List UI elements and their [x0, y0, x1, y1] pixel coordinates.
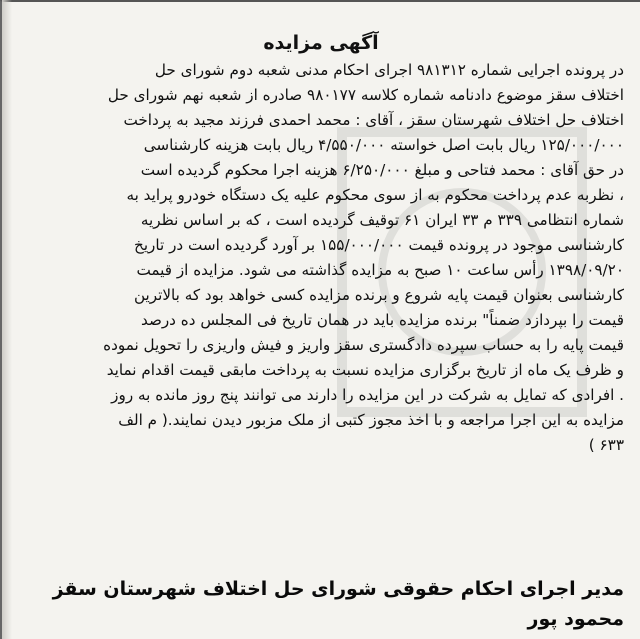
- notice-line: ۶۳۳ ): [588, 436, 624, 454]
- notice-line: . افرادی که تمایل به شرکت در این مزایده را دارند می توانند پنج روز مانده به روز: [111, 386, 624, 404]
- signature-name: محمود پور: [527, 608, 624, 630]
- notice-line: در پرونده اجرایی شماره ۹۸۱۳۱۲ اجرای احکام مدنی شعبه دوم شورای حل: [154, 61, 624, 79]
- notice-line: ۱۳۹۸/۰۹/۲۰ رأس ساعت ۱۰ صبح به مزایده گذاشته می شود. مزایده از قیمت: [136, 261, 624, 279]
- notice-line: ، نظربه عدم پرداخت محکوم به از سوی محکوم علیه یک دستگاه خودرو پراید به: [126, 186, 624, 204]
- signature-title: مدیر اجرای احکام حقوقی شورای حل اختلاف شهرستان سقز: [52, 578, 624, 600]
- notice-line: مزایده به این اجرا مراجعه و با اخذ مجوز کتبی از ملک مزبور دیدن نمایند.( م الف: [118, 411, 624, 429]
- notice-line: در حق آقای : محمد فتاحی و مبلغ ۶/۲۵۰/۰۰۰ هزینه اجرا محکوم گردیده است: [140, 161, 624, 179]
- notice-line: قیمت پایه را به حساب سپرده دادگستری سقز واریز و فیش واریزی را تحویل نموده: [103, 336, 624, 354]
- signature-block: [22, 574, 624, 634]
- notice-line: اختلاف حل اختلاف شهرستان سقز ، آقای : محمد احمدی فرزند مجید به پرداخت: [123, 111, 624, 129]
- notice-line: کارشناسی بعنوان قیمت پایه شروع و برنده مزایده کسی خواهد بود که بالاترین: [133, 286, 624, 304]
- notice-line: و ظرف یک ماه از تاریخ برگزاری مزایده نسبت به پرداخت مابقی قیمت اقدام نماید: [106, 361, 624, 379]
- notice-line: ۱۲۵/۰۰۰/۰۰۰ ریال بابت اصل خواسته ۴/۵۵۰/۰۰۰ ریال بابت هزینه کارشناسی: [143, 136, 624, 154]
- notice-line: قیمت را بپردازد ضمناً" برنده مزایده باید در همان تاریخ فی المجلس ده درصد: [140, 311, 624, 329]
- notice-body: [10, 58, 624, 458]
- notice-line: اختلاف سقز موضوع دادنامه شماره کلاسه ۹۸۰۱۷۷ صادره از شعبه نهم شورای حل: [107, 86, 624, 104]
- notice-line: شماره انتظامی ۳۳۹ م ۳۳ ایران ۶۱ توقیف گردیده است ، که بر اساس نظریه: [140, 211, 624, 229]
- notice-line: کارشناسی موجود در پرونده قیمت ۱۵۵/۰۰۰/۰۰۰ بر آورد گردیده است در تاریخ: [134, 236, 624, 254]
- notice-title: آگهی مزایده: [263, 32, 379, 54]
